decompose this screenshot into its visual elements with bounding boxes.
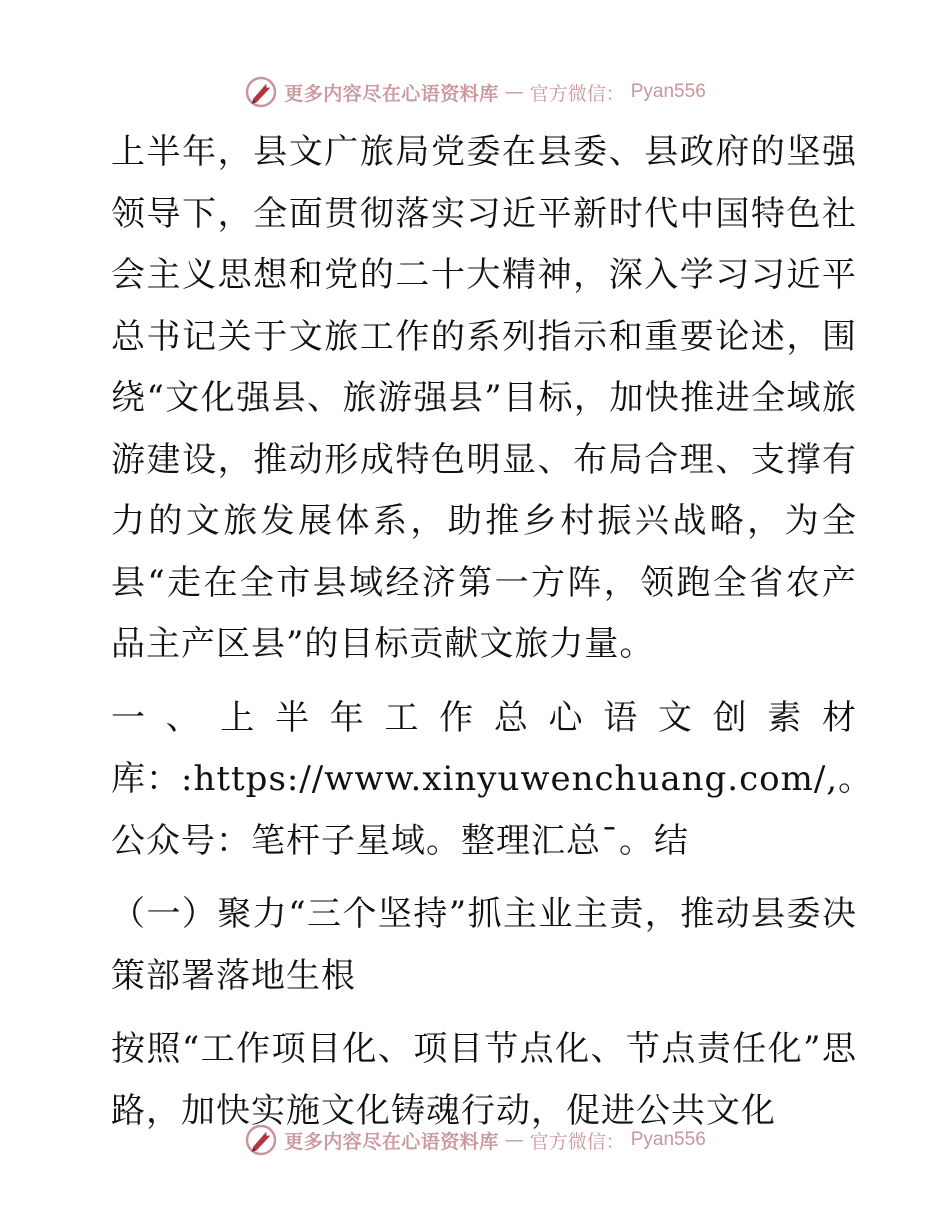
pen-logo-icon: [244, 1123, 278, 1157]
banner-separator: —: [504, 1129, 524, 1151]
footer-banner: [0, 1120, 950, 1160]
document-body: [97, 122, 874, 1142]
banner-wechat-id: Pyan556: [630, 1129, 706, 1150]
banner-wechat-label: 官方微信：: [529, 82, 625, 105]
banner-separator: —: [504, 81, 524, 103]
header-banner: [0, 72, 950, 112]
banner-slogan: 更多内容尽在心语资料库: [284, 1130, 499, 1153]
intro-paragraph: 上半年，县文广旅局党委在县委、县政府的坚强领导下，全面贯彻落实习近平新时代中国特色社会主义思想和党的二十大精神，深入学习习近平总书记关于文旅工作的系列指示和重要论述，围绕“文化强县、旅游强县”目标，加快推进全域旅游建设，推动形成特色明显、布局合理、支撑有力的文旅发展体系，助推乡村振兴战略，为全县“走在全市县域经济第一方阵，领跑全省农产品主产区县”的目标贡献文旅力量。: [111, 132, 857, 664]
banner-wechat-label: 官方微信：: [529, 1130, 625, 1153]
body-paragraph: 按照“工作项目化、项目节点化、节点责任化”思路，加快实施文化铸魂行动，促进公共文化: [111, 1029, 857, 1131]
pen-logo-icon: [244, 75, 278, 109]
banner-slogan: 更多内容尽在心语资料库: [284, 82, 499, 105]
section-heading: 一、上半年工作总心语文创素材库：:https://www.xinyuwenchuang.com/,。公众号：笔杆子星域。整理汇总¯。结: [111, 697, 874, 861]
banner-wechat-id: Pyan556: [630, 81, 706, 102]
subsection-heading: （一）聚力“三个坚持”抓主业主责，推动县委决策部署落地生根: [111, 894, 857, 996]
